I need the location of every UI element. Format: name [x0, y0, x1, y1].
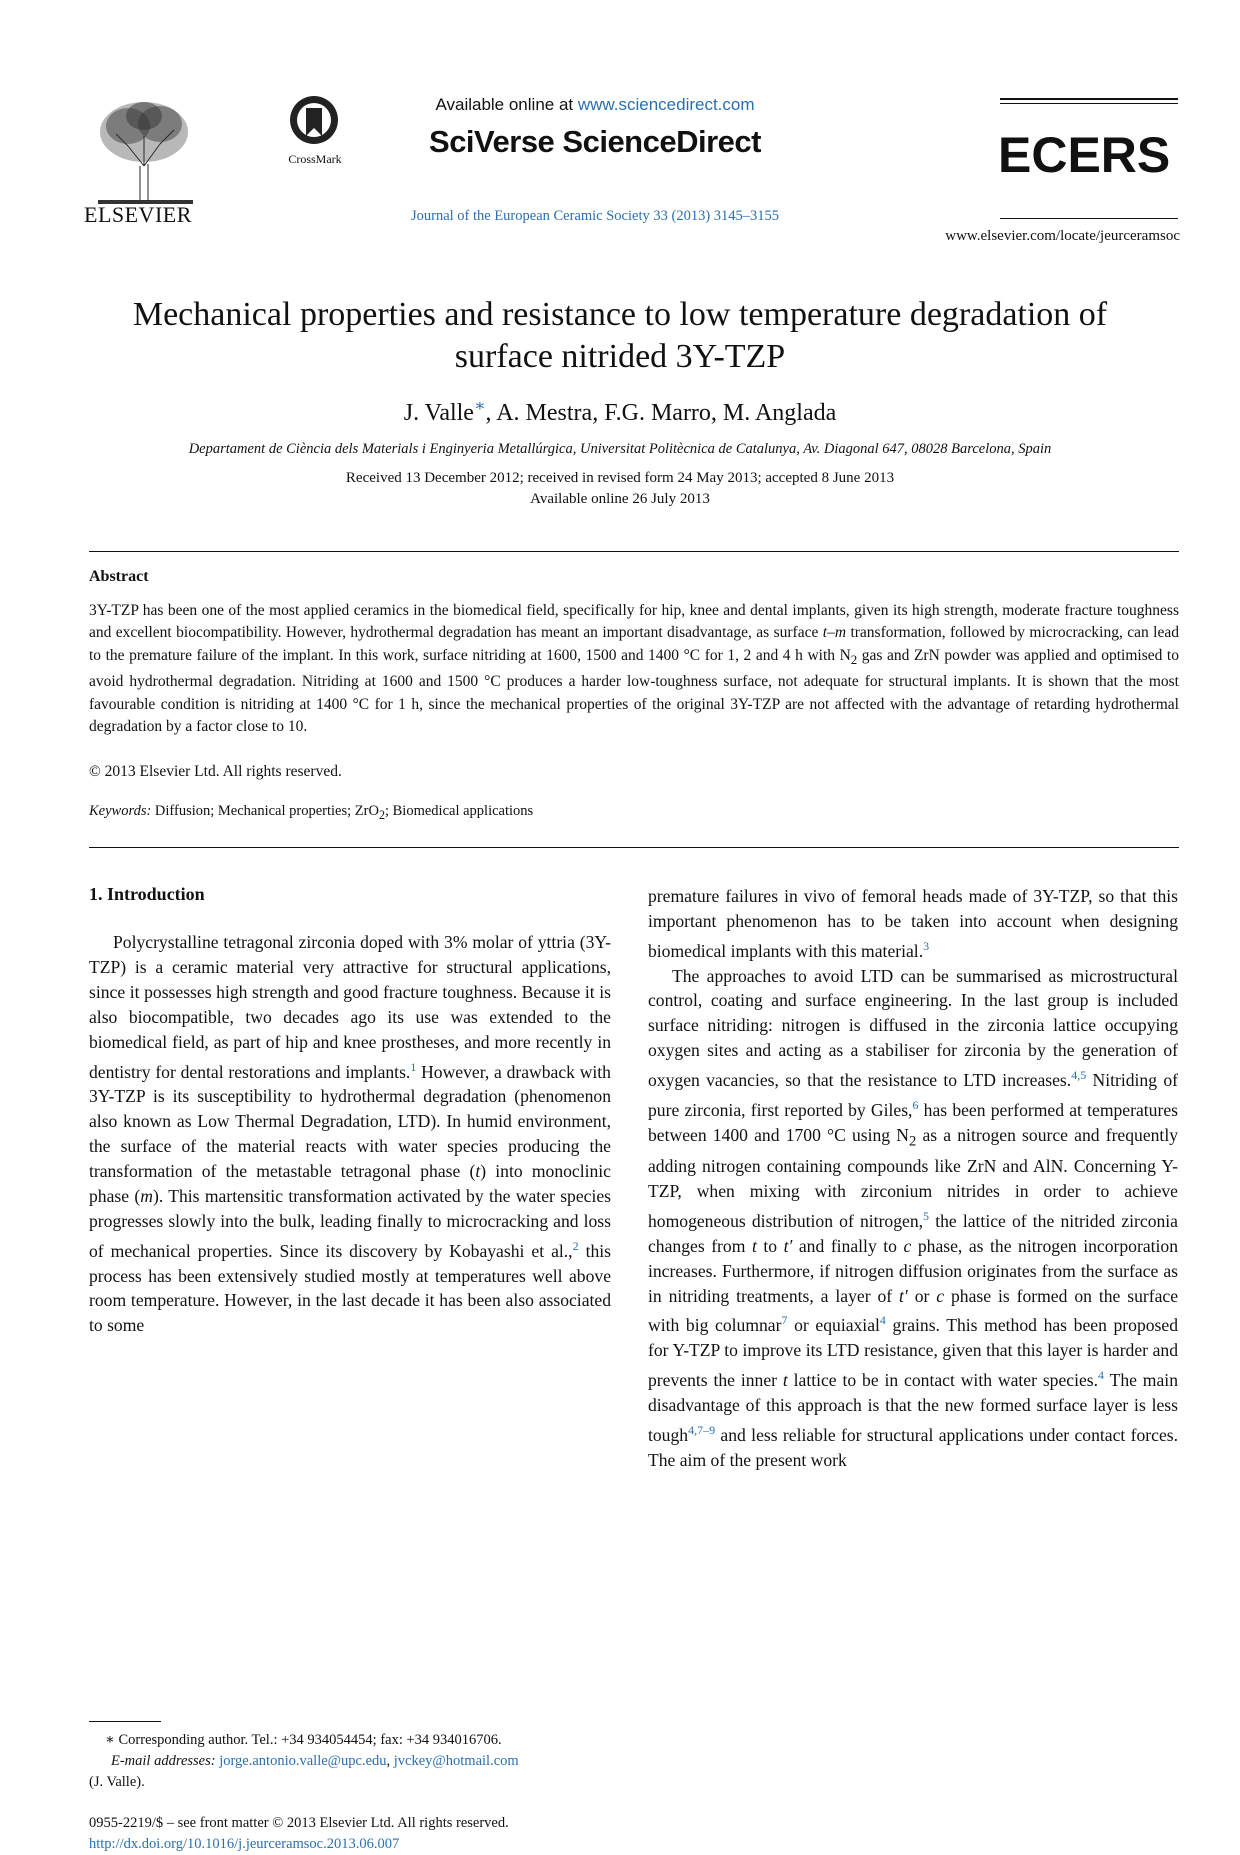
citation-link[interactable]: 4,5 [1071, 1068, 1087, 1083]
email-link[interactable]: jvckey@hotmail.com [393, 1753, 519, 1769]
email-label: E-mail addresses: [111, 1753, 216, 1769]
text-run: the lattice of the nitrided zirconia changes from [648, 1210, 1178, 1256]
text-run: The main disadvantage of this approach is that the new formed surface layer is less tough [648, 1369, 1178, 1445]
keywords-text: ; Biomedical applications [384, 803, 534, 819]
publisher-name: ELSEVIER [84, 202, 192, 227]
citation-link[interactable]: 5 [923, 1208, 930, 1223]
abstract-text [89, 600, 1179, 739]
text-run: as a nitrogen source and frequently adding nitrogen containing compounds like ZrN and AlN. Concerning Y-TZP, when mixing with zirconium nitrides in order to achieve homogeneous distribution of nitrogen, [648, 1124, 1179, 1231]
front-matter [89, 1813, 629, 1855]
footnote-text: Corresponding author. Tel.: +34 934054454; fax: +34 934016706. [114, 1732, 502, 1748]
available-prefix: Available online at [435, 95, 578, 114]
paragraph [89, 930, 611, 1338]
text-run: and finally to [792, 1235, 904, 1256]
text-run: premature failures in vivo of femoral heads made of 3Y-TZP, so that this important phenomenon has to be taken into account when designing biomedical implants with this material. [648, 886, 1178, 961]
text-run: Nitriding of pure zirconia, first reported by Giles, [648, 1070, 1178, 1120]
citation-link[interactable]: 2 [572, 1238, 579, 1253]
text-run: this process has been extensively studied mostly at temperatures well above room temperature. However, in the last decade it has been also associated to some [89, 1240, 611, 1336]
left-column [89, 930, 611, 1338]
author-sep: , [485, 400, 497, 426]
text-run: and less reliable for structural applications under contact forces. The aim of the present work [648, 1424, 1178, 1470]
author-name[interactable]: M. Anglada [722, 400, 837, 426]
abstract-part: 3Y-TZP has been one of the most applied ceramics in the biomedical field, specifically for hip, knee and dental implants, given its high strength, moderate fracture toughness and excellent biocompatibility. However, hydrothermal degradation has meant an important disadvantage, as surface [89, 602, 1179, 642]
email-link[interactable]: jorge.antonio.valle@upc.edu [219, 1753, 387, 1769]
journal-url[interactable]: www.elsevier.com/locate/jeurceramsoc [945, 228, 1180, 244]
abstract-top-rule [89, 551, 1179, 552]
author-list [100, 396, 1140, 427]
abstract-bottom-rule [89, 847, 1179, 848]
issn-line: 0955-2219/$ – see front matter © 2013 Elsevier Ltd. All rights reserved. [89, 1815, 509, 1831]
text-run: or [907, 1285, 937, 1306]
text-run: or equiaxial [787, 1315, 880, 1336]
text-run: Polycrystalline tetragonal zirconia doped with 3% molar of yttria (3Y-TZP) is a ceramic material very attractive for structural applications, since it possesses high strength and good fracture toughness. Because it is also biocompatible, two decades ago its use was extended to the biomedical field, as part of hip and knee prostheses, and more recently in dentistry for dental restorations and implants. [89, 932, 611, 1082]
citation-link[interactable]: 3 [923, 938, 930, 953]
citation-link[interactable]: 4 [879, 1313, 886, 1328]
text-italic: t′ [899, 1285, 908, 1306]
abstract-heading: Abstract [89, 568, 149, 585]
text-run: phase is formed on the surface with big columnar [648, 1285, 1179, 1336]
text-run: has been performed at temperatures between 1400 and 1700 °C using N [648, 1099, 1178, 1145]
text-run: grains. This method has been proposed for Y-TZP to improve its LTD resistance, given that this layer is harder and prevents the inner [648, 1315, 1179, 1390]
corresponding-author-mark[interactable]: ∗ [473, 396, 486, 415]
footnote [89, 1730, 619, 1793]
section-heading: 1. Introduction [89, 884, 205, 904]
journal-reference-link[interactable]: Journal of the European Ceramic Society 33 (2013) 3145–3155 [410, 208, 780, 224]
affiliation: Departament de Ciència dels Materials i Enginyeria Metallúrgica, Universitat Politècnica de Catalunya, Av. Diagonal 647, 08028 Barcelona, Spain [188, 441, 1052, 457]
online-date: Available online 26 July 2013 [530, 491, 710, 507]
text-run: However, a drawback with 3Y-TZP is its susceptibility to hydrothermal degradation (phenomenon also known as Low Thermal Degradation, LTD). In humid environment, the surface of the material reacts with water species producing the transformation of the metastable tetragonal phase ( [89, 1061, 611, 1182]
keywords [89, 803, 533, 823]
author-sep: , [592, 400, 605, 426]
footnote-rule [89, 1721, 161, 1722]
crossmark-label: CrossMark [288, 152, 342, 166]
abstract-subscript: 2 [850, 651, 858, 667]
paragraph [648, 884, 1178, 964]
text-run: ) into monoclinic phase ( [89, 1161, 611, 1206]
abstract-part: gas and ZrN powder was applied and optimised to avoid hydrothermal degradation. Nitriding at 1600 and 1500 °C produces a harder low-toughness surface, not adequate for structural implants. It is shown that the most favourable condition is nitriding at 1400 °C for 1 h, since the mechanical properties of the original 3Y-TZP are not affected with the advantage of retarding hydrothermal degradation by a factor close to 10. [89, 646, 1179, 736]
citation-link[interactable]: 4 [1098, 1368, 1105, 1383]
text-italic: t [751, 1235, 757, 1256]
text-italic: t [782, 1369, 788, 1390]
text-run: phase, as the nitrogen incorporation increases. Furthermore, if nitrogen diffusion originates from the surface as in nitriding treatments, a layer of [648, 1235, 1179, 1306]
email-sep: , [386, 1753, 394, 1769]
abstract-copyright: © 2013 Elsevier Ltd. All rights reserved. [89, 763, 342, 780]
platform-logo: SciVerse ScienceDirect [429, 124, 761, 159]
text-run: to [756, 1235, 784, 1256]
author-name[interactable]: J. Valle [403, 400, 474, 426]
doi-link[interactable]: http://dx.doi.org/10.1016/j.jeurceramsoc.2013.06.007 [89, 1836, 400, 1852]
text-run: ). This martensitic transformation activated by the water species progresses slowly into the bulk, leading finally to microcracking and loss of mechanical properties. Since its discovery by Kobayashi et al., [89, 1185, 611, 1261]
available-online [400, 95, 790, 115]
text-italic: c [903, 1235, 912, 1256]
text-run: The approaches to avoid LTD can be summarised as microstructural control, coating and surface engineering. In the last group is included surface nitriding: nitrogen is diffused in the zirconia lattice occupying oxygen sites and acting as a stabiliser for zirconia by the generation of oxygen vacancies, so that the resistance to LTD increases. [648, 965, 1178, 1091]
right-column [648, 884, 1178, 1472]
article-title: Mechanical properties and resistance to low temperature degradation of surface nitrided 3Y-TZP [132, 296, 1108, 375]
text-run: lattice to be in contact with water species. [787, 1369, 1099, 1390]
ecers-logo [998, 126, 1178, 182]
paragraph [648, 964, 1178, 1473]
footnote-author: (J. Valle). [89, 1774, 145, 1790]
author-name[interactable]: F.G. Marro [604, 400, 711, 426]
citation-link[interactable]: 1 [410, 1059, 417, 1074]
ecers-logo-text: ECERS [998, 127, 1171, 182]
abstract-italic: t–m [822, 624, 847, 642]
author-name[interactable]: A. Mestra [496, 400, 593, 426]
citation-link[interactable]: 6 [912, 1097, 919, 1112]
keywords-label: Keywords: [89, 803, 152, 819]
journal-logo-rules [1000, 98, 1178, 107]
citation-link[interactable]: 7 [781, 1313, 788, 1328]
article-dates [100, 468, 1140, 510]
author-sep: , [710, 400, 723, 426]
received-dates: Received 13 December 2012; received in revised form 24 May 2013; accepted 8 June 2013 [345, 470, 895, 486]
text-italic: t [475, 1161, 481, 1182]
journal-header-rule [1000, 218, 1178, 219]
text-italic: c [936, 1285, 945, 1306]
keywords-text: Diffusion; Mechanical properties; ZrO [151, 803, 379, 819]
keywords-subscript: 2 [378, 807, 385, 822]
text-italic: m [140, 1185, 153, 1206]
text-subscript: 2 [908, 1133, 917, 1150]
abstract-part: transformation, followed by microcracking, can lead to the premature failure of the implant. In this work, surface nitriding at 1600, 1500 and 1400 °C for 1, 2 and 4 h with N [89, 624, 1179, 664]
sciencedirect-link[interactable]: www.sciencedirect.com [577, 95, 755, 114]
citation-link[interactable]: 4,7–9 [688, 1422, 716, 1437]
text-italic: t′ [783, 1235, 793, 1256]
footnote-mark: ∗ [105, 1732, 115, 1748]
